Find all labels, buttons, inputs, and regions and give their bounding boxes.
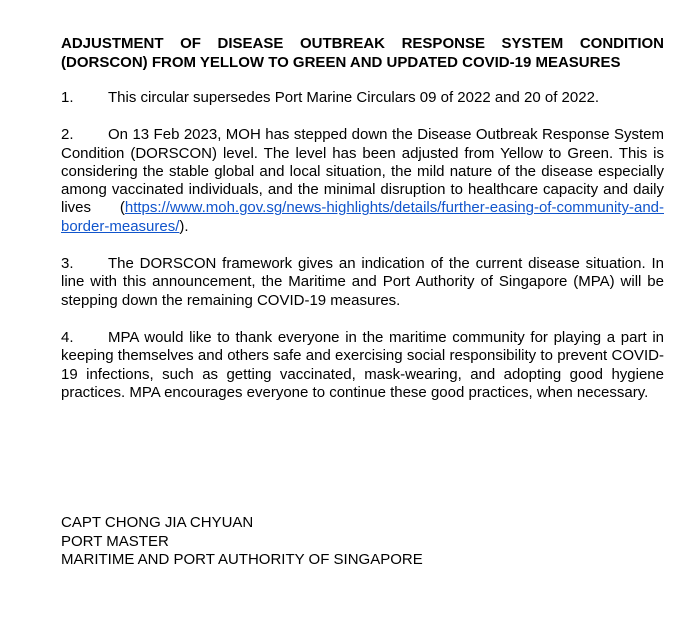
signatory-name: CAPT CHONG JIA CHYUAN	[61, 514, 254, 531]
paragraph-text: On 13 Feb 2023, MOH has stepped down the Disease Outbreak Response System Condition (DORSCON) level. The level has been adjusted from Yellow to Green. This is considering the stable global and local situation, the mild nature of the disease especially among vaccinated individuals, and the minimal disruption to healthcare capacity and daily lives (	[61, 126, 664, 217]
paragraph-3	[61, 255, 664, 310]
paragraph-text: The DORSCON framework gives an indication of the current disease situation. In line with this announcement, the Maritime and Port Authority of Singapore (MPA) will be stepping down the remaining COVID-19 measures.	[61, 255, 664, 309]
circular-body	[61, 34, 664, 421]
signatory-organization: MARITIME AND PORT AUTHORITY OF SINGAPORE	[61, 551, 423, 568]
signature-block	[61, 514, 423, 570]
paragraph-number: 3.	[61, 255, 74, 273]
paragraph-number: 2.	[61, 126, 74, 144]
paragraph-text: MPA would like to thank everyone in the maritime community for playing a part in keeping themselves and others safe and exercising social responsibility to prevent COVID-19 infections, such as getting vaccinated, mask-wearing, and adopting good hygiene practices. MPA encourages everyone to continue these good practices, when necessary.	[61, 328, 664, 401]
paragraph-number: 1.	[61, 89, 74, 106]
paragraph-2	[61, 126, 664, 236]
signatory-position: PORT MASTER	[61, 532, 169, 550]
document-title: ADJUSTMENT OF DISEASE OUTBREAK RESPONSE SYSTEM CONDITION (DORSCON) FROM YELLOW TO GREEN AND UPDATED COVID-19 MEASURES	[61, 35, 664, 71]
paragraph-1	[61, 89, 664, 107]
moh-news-link[interactable]: https://www.moh.gov.sg/news-highlights/details/further-easing-of-community-and-border-measures/	[61, 199, 664, 235]
paragraph-4	[61, 329, 664, 402]
paragraph-number: 4.	[61, 328, 74, 346]
paragraph-text: This circular supersedes Port Marine Circulars 09 of 2022 and 20 of 2022.	[108, 89, 600, 106]
paragraph-text-end: ).	[179, 217, 189, 235]
